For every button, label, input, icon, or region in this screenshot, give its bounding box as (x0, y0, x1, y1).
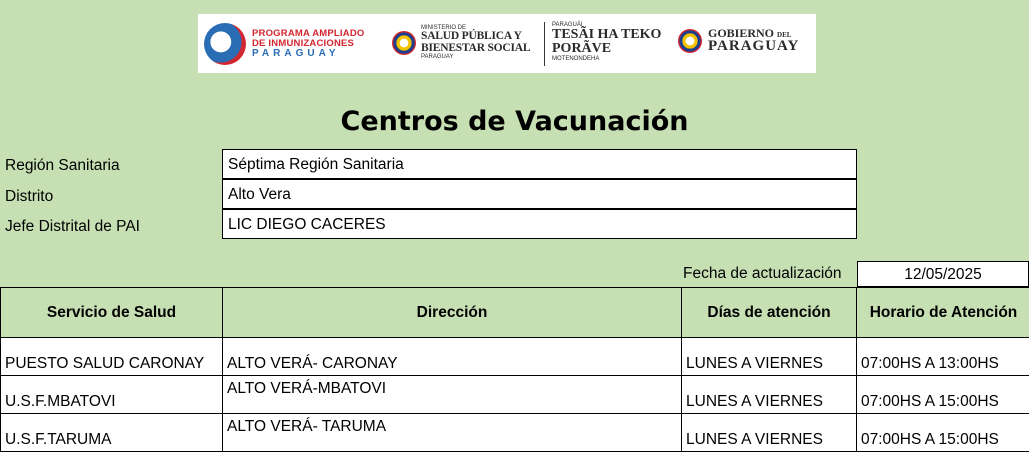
ministerio-logo (392, 25, 530, 60)
cell-servicio[interactable]: U.S.F.TARUMA (1, 414, 223, 452)
ministerio-line2: SALUD PÚBLICA Y (421, 30, 522, 42)
distrito-value[interactable]: Alto Vera (222, 179, 857, 209)
ministerio-line1: MINISTERIO DE (421, 25, 467, 31)
cell-servicio[interactable]: PUESTO SALUD CARONAY (1, 338, 223, 376)
pai-logo-line1: PROGRAMA AMPLIADO (252, 28, 365, 39)
header-horario[interactable]: Horario de Atención (857, 288, 1029, 338)
table-header-row (1, 288, 1029, 338)
cell-horario[interactable]: 07:00HS A 13:00HS (857, 338, 1029, 376)
logo-divider (544, 22, 545, 66)
cell-horario[interactable]: 07:00HS A 15:00HS (857, 376, 1029, 414)
gobierno-seal-icon (678, 29, 702, 53)
ministerio-line3: BIENESTAR SOCIAL (421, 41, 531, 54)
cell-dias[interactable]: LUNES A VIERNES (682, 376, 857, 414)
header-servicio[interactable]: Servicio de Salud (1, 288, 223, 338)
ministerio-line4: PARAGUAY (421, 54, 454, 60)
jefe-label: Jefe Distrital de PAI (5, 218, 140, 235)
jefe-value[interactable]: LIC DIEGO CACERES (222, 209, 857, 239)
national-seal-icon (392, 31, 416, 55)
gobierno-logo (678, 27, 799, 54)
region-value[interactable]: Séptima Región Sanitaria (222, 149, 857, 179)
tesai-line2: TESÃI HA TEKO (552, 27, 662, 42)
header-dias[interactable]: Días de atención (682, 288, 857, 338)
cell-direccion[interactable]: ALTO VERÁ-MBATOVI (223, 376, 682, 414)
gobierno-line1: GOBIERNO (708, 26, 775, 40)
header-direccion[interactable]: Dirección (223, 288, 682, 338)
pai-logo (204, 23, 364, 65)
cell-direccion[interactable]: ALTO VERÁ- CARONAY (223, 338, 682, 376)
cell-dias[interactable]: LUNES A VIERNES (682, 414, 857, 452)
pai-logo-line3: PARAGUAY (252, 48, 340, 59)
table-row (1, 376, 1029, 414)
table-row (1, 338, 1029, 376)
region-label: Región Sanitaria (5, 157, 120, 174)
cell-servicio[interactable]: U.S.F.MBATOVI (1, 376, 223, 414)
cell-direccion[interactable]: ALTO VERÁ- TARUMA (223, 414, 682, 452)
pai-emblem-icon (204, 23, 246, 65)
gobierno-line1-small: DEL (777, 31, 792, 39)
fecha-label: Fecha de actualización (683, 265, 842, 282)
tesai-line4: MOTENONDEHA (552, 56, 600, 62)
pai-logo-line2: DE INMUNIZACIONES (252, 37, 355, 49)
distrito-label: Distrito (5, 188, 54, 205)
cell-horario[interactable]: 07:00HS A 15:00HS (857, 414, 1029, 452)
fecha-value[interactable]: 12/05/2025 (857, 261, 1029, 287)
gobierno-line2: PARAGUAY (708, 38, 800, 54)
table-row (1, 414, 1029, 452)
cell-dias[interactable]: LUNES A VIERNES (682, 338, 857, 376)
logo-banner (198, 14, 816, 73)
tesai-line1: PARAGUÁI (552, 22, 583, 28)
vaccination-centers-table (0, 287, 1029, 452)
page-title: Centros de Vacunación (340, 106, 689, 137)
tesai-line3: PORÃVE (552, 41, 612, 56)
tesai-logo (552, 22, 661, 62)
